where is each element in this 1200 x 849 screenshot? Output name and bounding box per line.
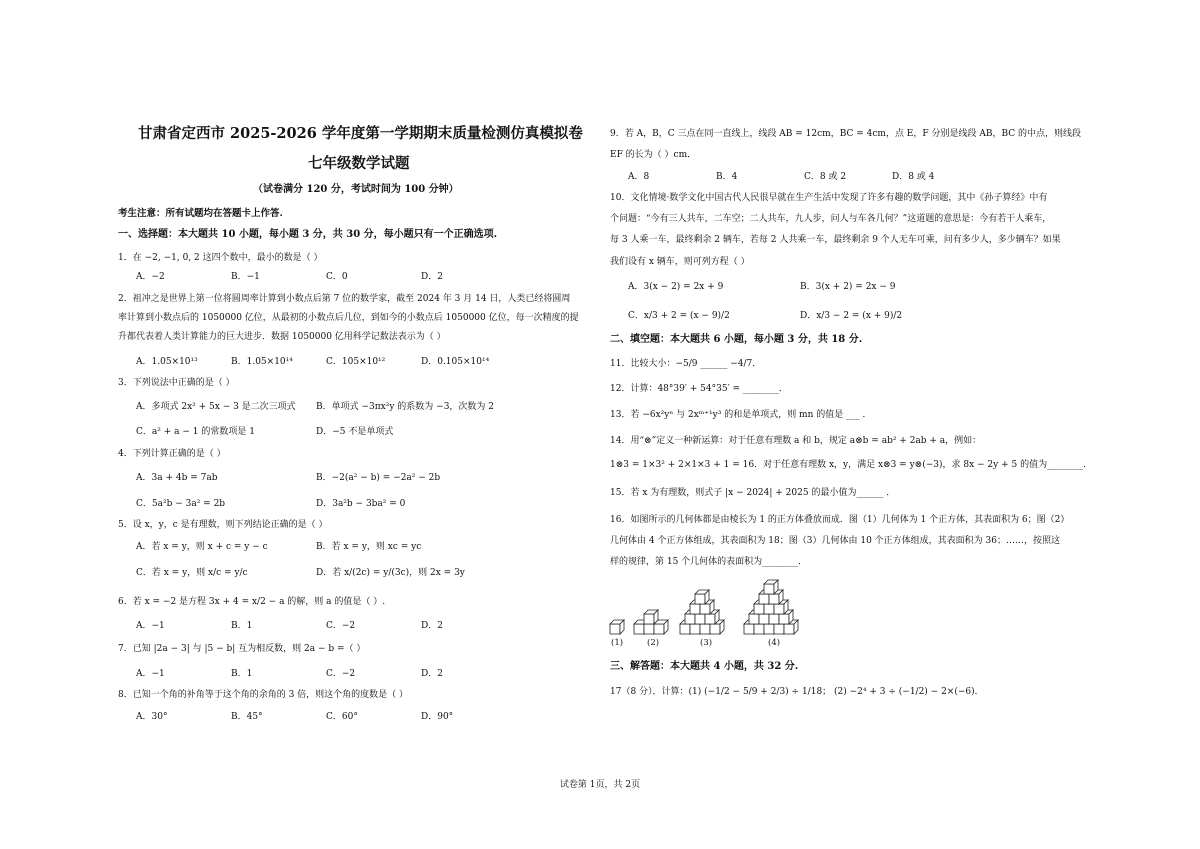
q7-option-d: D．2 <box>421 669 443 679</box>
question-7: 7．已知 |2a − 3| 与 |5 − b| 互为相反数，则 2a − b =（ ） <box>118 644 366 654</box>
q10-option-c: C．x/3 + 2 = (x − 9)/2 <box>628 311 730 321</box>
question-2-options <box>136 356 516 368</box>
exam-meta: （试卷满分 120 分，考试时间为 100 分钟） <box>253 184 459 195</box>
question-10-line-2: 个问题：“今有三人共车，二车空；二人共车，九人步，问人与车各几何？”这道题的意思是：今有若干人乘车， <box>610 214 1052 224</box>
question-10-line-3: 每 3 人乘一车，最终剩余 2 辆车，若每 2 人共乘一车，最终剩余 9 个人无车可乘，问有多少人，多少辆车？如果 <box>610 235 1061 245</box>
q6-option-d: D．2 <box>421 621 443 631</box>
q10-option-d: D．x/3 − 2 = (x + 9)/2 <box>800 311 903 321</box>
question-10-options-row-1 <box>628 281 895 293</box>
question-3-options-row-1 <box>136 401 494 413</box>
q2-option-a: A．1.05×10¹³ <box>136 357 198 367</box>
q1-option-d: D．2 <box>421 272 443 282</box>
q6-option-b: B．1 <box>231 621 253 631</box>
q5-option-a: A．若 x = y，则 x + c = y − c <box>136 542 268 552</box>
question-13: 13．若 −6x²yⁿ 与 2xᵐ⁺¹y³ 的和是单项式，则 mn 的值是 ___ ． <box>610 410 872 420</box>
q2-option-d: D．0.105×10¹⁴ <box>421 357 490 367</box>
q7-option-b: B．1 <box>231 669 253 679</box>
question-6-options <box>136 620 516 632</box>
q10-option-b: B．3(x + 2) = 2x − 9 <box>800 282 896 292</box>
question-11: 11．比较大小：−5/9 ______ −4/7． <box>610 359 762 369</box>
question-9-options <box>628 171 980 183</box>
question-9-line-2: EF 的长为（ ）cm． <box>610 150 697 160</box>
exam-title: 甘肃省定西市 2025-2026 学年度第一学期期末质量检测仿真模拟卷 <box>138 125 583 142</box>
question-3-options-row-2 <box>136 426 393 438</box>
question-14-line-2: 1⊗3 = 1×3² + 2×1×3 + 1 = 16．对于任意有理数 x，y，满足 x⊗3 = y⊗(−3)，求 8x − 2y + 5 的值为________． <box>610 460 1093 470</box>
q8-option-b: B．45° <box>231 712 263 722</box>
question-2-line-2: 率计算到小数点后的 1050000 亿位，从最初的小数点后几位，到如今的小数点后 1050000 亿位，每一次精度的提 <box>118 313 579 323</box>
question-17: 17（8 分）．计算：(1) (−1/2 − 5/9 + 2/3) ÷ 1/18； (2) −2⁴ + 3 ÷ (−1/2) − 2×(−6)． <box>610 687 984 697</box>
question-16-line-1: 16．如图所示的几何体都是由棱长为 1 的正方体叠放而成．图（1）几何体为 1 个正方体，其表面积为 6；图（2） <box>610 515 1070 525</box>
question-10-line-1: 10．文化情境·数学文化中国古代人民很早就在生产生活中发现了许多有趣的数学问题，其中《孙子算经》中有 <box>610 193 1048 203</box>
candidate-notice: 考生注意：所有试题均在答题卡上作答. <box>118 208 283 219</box>
q7-option-a: A．−1 <box>136 669 165 679</box>
section-1-heading: 一、选择题：本大题共 10 小题，每小题 3 分，共 30 分，每小题只有一个正确选项. <box>118 229 498 240</box>
question-12: 12．计算：48°39′ + 54°35′ = ________． <box>610 384 788 394</box>
question-5-options-row-2 <box>136 567 465 579</box>
figure-3-cubes <box>680 590 724 634</box>
q3-option-d: D．−5 不是单项式 <box>316 427 394 437</box>
figure-caption-3: (3) <box>700 638 713 648</box>
question-4-options-row-2 <box>136 498 405 510</box>
question-2-line-1: 2．祖冲之是世界上第一位将圆周率计算到小数点后第 7 位的数学家，截至 2024 年 3 月 14 日，人类已经将圆周 <box>118 294 571 304</box>
question-5: 5．设 x，y，c 是有理数，则下列结论正确的是（ ） <box>118 520 328 530</box>
question-8-options <box>136 711 516 723</box>
figure-4-cubes <box>744 580 798 634</box>
q9-option-d: D．8 或 4 <box>892 172 935 182</box>
q5-option-b: B．若 x = y，则 xc = yc <box>316 542 422 552</box>
question-14-line-1: 14．用“⊗”定义一种新运算：对于任意有理数 a 和 b，规定 a⊗b = ab² + 2ab + a，例如： <box>610 436 982 446</box>
question-1-options <box>136 271 516 283</box>
question-4-options-row-1 <box>136 472 440 484</box>
question-7-options <box>136 668 516 680</box>
q5-option-c: C．若 x = y，则 x/c = y/c <box>136 568 248 578</box>
q10-option-a: A．3(x − 2) = 2x + 9 <box>628 282 724 292</box>
figure-caption-4: (4) <box>768 638 781 648</box>
q3-option-c: C．a² + a − 1 的常数项是 1 <box>136 427 255 437</box>
section-3-heading: 三、解答题：本大题共 4 小题，共 32 分. <box>610 661 799 672</box>
q4-option-b: B．−2(a² − b) = −2a² − 2b <box>316 473 441 483</box>
question-10-options-row-2 <box>628 310 902 322</box>
question-8: 8．已知一个角的补角等于这个角的余角的 3 倍，则这个角的度数是（ ） <box>118 690 409 700</box>
q4-option-c: C．5a²b − 3a² = 2b <box>136 499 226 509</box>
q8-option-a: A．30° <box>136 712 168 722</box>
q1-option-c: C．0 <box>326 272 348 282</box>
figure-1-cubes <box>610 620 624 634</box>
exam-subtitle: 七年级数学试题 <box>308 155 410 172</box>
question-2-line-3: 升都代表着人类计算能力的巨大进步．数据 1050000 亿用科学记数法表示为（ ） <box>118 332 446 342</box>
question-15: 15．若 x 为有理数，则式子 |x − 2024| + 2025 的最小值为______ ． <box>610 488 896 498</box>
q4-option-a: A．3a + 4b = 7ab <box>136 473 218 483</box>
q8-option-c: C．60° <box>326 712 358 722</box>
section-2-heading: 二、填空题：本大题共 6 小题，每小题 3 分，共 18 分. <box>610 334 863 345</box>
q6-option-c: C．−2 <box>326 621 356 631</box>
question-1: 1．在 −2, −1, 0, 2 这四个数中，最小的数是（ ） <box>118 253 323 263</box>
question-10-line-4: 我们设有 x 辆车，则可列方程（ ） <box>610 257 750 267</box>
question-9-line-1: 9．若 A，B，C 三点在同一直线上，线段 AB = 12cm，BC = 4cm，点 E，F 分别是线段 AB，BC 的中点，则线段 <box>610 129 1081 139</box>
question-3: 3．下列说法中正确的是（ ） <box>118 378 235 388</box>
figure-caption-1: (1) <box>611 638 624 648</box>
q9-option-b: B．4 <box>716 172 738 182</box>
q1-option-a: A．−2 <box>136 272 165 282</box>
figure-2-cubes <box>634 610 668 634</box>
question-16-line-3: 样的规律，第 15 个几何体的表面积为________． <box>610 557 808 567</box>
figure-caption-2: (2) <box>647 638 660 648</box>
q8-option-d: D．90° <box>421 712 454 722</box>
q3-option-b: B．单项式 −3πx²y 的系数为 −3，次数为 2 <box>316 402 495 412</box>
question-5-options-row-1 <box>136 541 421 553</box>
q4-option-d: D．3a²b − 3ba² = 0 <box>316 499 406 509</box>
q6-option-a: A．−1 <box>136 621 165 631</box>
q5-option-d: D．若 x/(2c) = y/(3c)，则 2x = 3y <box>316 568 465 578</box>
q2-option-c: C．105×10¹² <box>326 357 386 367</box>
q2-option-b: B．1.05×10¹⁴ <box>231 357 293 367</box>
q3-option-a: A．多项式 2x² + 5x − 3 是二次三项式 <box>136 402 296 412</box>
question-16-line-2: 几何体由 4 个正方体组成，其表面积为 18；图（3）几何体由 10 个正方体组成，其表面积为 36；……，按照这 <box>610 536 1060 546</box>
q1-option-b: B．−1 <box>231 272 260 282</box>
question-6: 6．若 x = −2 是方程 3x + 4 = x/2 − a 的解，则 a 的值是（ ）. <box>118 597 386 607</box>
question-4: 4．下列计算正确的是（ ） <box>118 449 226 459</box>
page-footer: 试卷第 1页，共 2页 <box>559 780 641 790</box>
q9-option-c: C．8 或 2 <box>804 172 847 182</box>
q9-option-a: A．8 <box>628 172 650 182</box>
q7-option-c: C．−2 <box>326 669 356 679</box>
